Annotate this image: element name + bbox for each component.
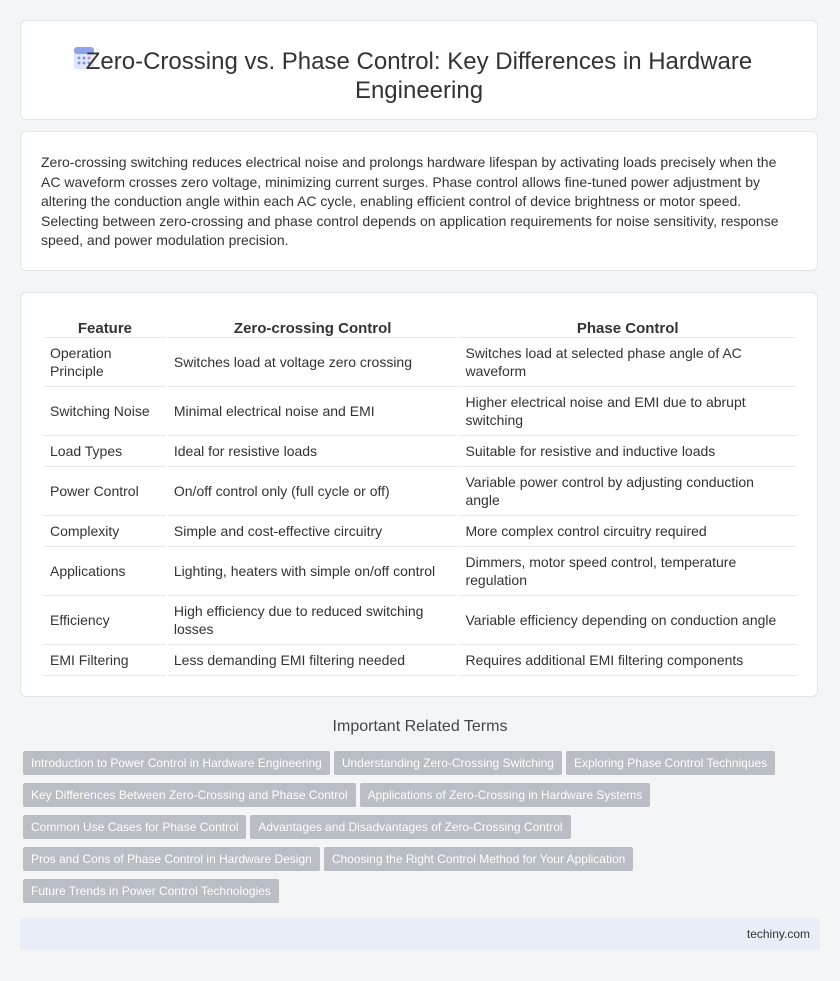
zero-crossing-cell: Lighting, heaters with simple on/off control bbox=[168, 547, 458, 596]
phase-control-cell: More complex control circuitry required bbox=[459, 516, 796, 547]
related-term-tag[interactable]: Choosing the Right Control Method for Your Application bbox=[324, 847, 634, 871]
related-term-tag[interactable]: Understanding Zero-Crossing Switching bbox=[334, 751, 562, 775]
zero-crossing-cell: Ideal for resistive loads bbox=[168, 436, 458, 467]
comparison-table bbox=[42, 315, 798, 676]
zero-crossing-cell: Minimal electrical noise and EMI bbox=[168, 387, 458, 436]
table-row bbox=[44, 467, 796, 516]
related-term-tag[interactable]: Introduction to Power Control in Hardware Engineering bbox=[23, 751, 330, 775]
feature-cell: Applications bbox=[44, 547, 166, 596]
header-feature: Feature bbox=[44, 315, 166, 338]
zero-crossing-cell: Switches load at voltage zero crossing bbox=[168, 338, 458, 387]
table-row bbox=[44, 436, 796, 467]
phase-control-cell: Higher electrical noise and EMI due to abrupt switching bbox=[459, 387, 796, 436]
feature-cell: Complexity bbox=[44, 516, 166, 547]
header-card bbox=[20, 20, 818, 120]
phase-control-cell: Suitable for resistive and inductive loads bbox=[459, 436, 796, 467]
intro-paragraph: Zero-crossing switching reduces electrical noise and prolongs hardware lifespan by activating loads precisely when the AC waveform crosses zero voltage, minimizing current surges. Phase control allows fine-tuned power adjustment by altering the conduction angle within each AC cycle, enabling efficient control of device brightness or motor speed. Selecting between zero-crossing and phase control depends on application requirements for noise sensitivity, response speed, and power modulation precision. bbox=[41, 154, 779, 249]
feature-cell: Efficiency bbox=[44, 596, 166, 645]
zero-crossing-cell: High efficiency due to reduced switching losses bbox=[168, 596, 458, 645]
comparison-card bbox=[20, 292, 818, 697]
feature-cell: Switching Noise bbox=[44, 387, 166, 436]
table-row bbox=[44, 547, 796, 596]
related-term-tag[interactable]: Pros and Cons of Phase Control in Hardware Design bbox=[23, 847, 320, 871]
header-zero-crossing: Zero-crossing Control bbox=[168, 315, 458, 338]
related-term-tag[interactable]: Key Differences Between Zero-Crossing and Phase Control bbox=[23, 783, 356, 807]
intro-card bbox=[20, 131, 818, 271]
related-term-tag[interactable]: Applications of Zero-Crossing in Hardware Systems bbox=[360, 783, 651, 807]
page-title: Zero-Crossing vs. Phase Control: Key Differences in Hardware Engineering bbox=[85, 48, 753, 104]
table-row bbox=[44, 338, 796, 387]
table-row bbox=[44, 516, 796, 547]
phase-control-cell: Variable power control by adjusting conduction angle bbox=[459, 467, 796, 516]
feature-cell: Load Types bbox=[44, 436, 166, 467]
phase-control-cell: Switches load at selected phase angle of AC waveform bbox=[459, 338, 796, 387]
table-row bbox=[44, 387, 796, 436]
feature-cell: Operation Principle bbox=[44, 338, 166, 387]
phase-control-cell: Requires additional EMI filtering components bbox=[459, 645, 796, 676]
phase-control-cell: Variable efficiency depending on conduction angle bbox=[459, 596, 796, 645]
phase-control-cell: Dimmers, motor speed control, temperature regulation bbox=[459, 547, 796, 596]
feature-cell: EMI Filtering bbox=[44, 645, 166, 676]
footer-site-link[interactable]: techiny.com bbox=[746, 927, 810, 941]
zero-crossing-cell: Less demanding EMI filtering needed bbox=[168, 645, 458, 676]
related-term-tag[interactable]: Common Use Cases for Phase Control bbox=[23, 815, 246, 839]
related-terms-heading: Important Related Terms bbox=[332, 718, 508, 735]
footer bbox=[20, 918, 820, 950]
header-phase-control: Phase Control bbox=[459, 315, 796, 338]
table-row bbox=[44, 645, 796, 676]
zero-crossing-cell: On/off control only (full cycle or off) bbox=[168, 467, 458, 516]
related-term-tag[interactable]: Advantages and Disadvantages of Zero-Crossing Control bbox=[250, 815, 570, 839]
zero-crossing-cell: Simple and cost-effective circuitry bbox=[168, 516, 458, 547]
related-term-tag[interactable]: Future Trends in Power Control Technologies bbox=[23, 879, 279, 903]
related-term-tag[interactable]: Exploring Phase Control Techniques bbox=[566, 751, 775, 775]
table-row bbox=[44, 596, 796, 645]
related-terms-list bbox=[23, 751, 803, 911]
feature-cell: Power Control bbox=[44, 467, 166, 516]
